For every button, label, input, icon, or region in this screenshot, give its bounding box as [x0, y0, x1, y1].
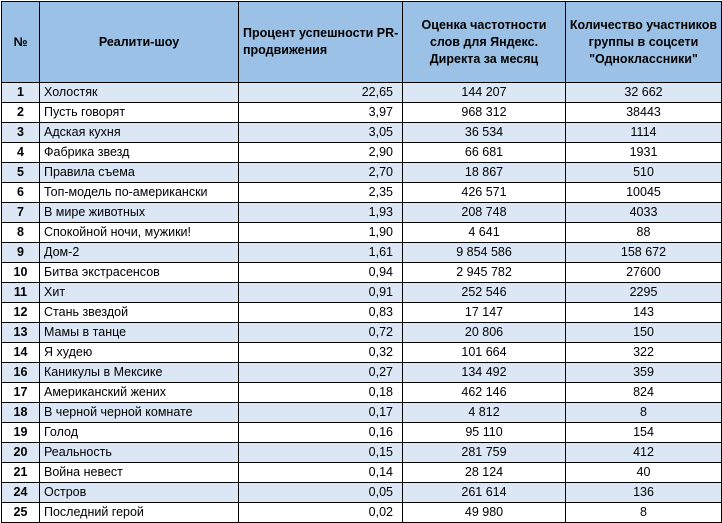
table-row	[2, 143, 722, 163]
cell-ok-members: 8	[566, 503, 722, 523]
cell-ok-members: 32 662	[566, 83, 722, 103]
cell-num: 1	[2, 83, 40, 103]
table-row	[2, 243, 722, 263]
table-row	[2, 403, 722, 423]
cell-show-name: Хит	[40, 283, 239, 303]
table-row	[2, 223, 722, 243]
cell-num: 10	[2, 263, 40, 283]
cell-yandex-frequency: 28 124	[403, 463, 566, 483]
cell-show-name: Американский жених	[40, 383, 239, 403]
cell-num: 19	[2, 423, 40, 443]
cell-pr-percent: 1,90	[239, 223, 403, 243]
cell-yandex-frequency: 208 748	[403, 203, 566, 223]
reality-show-table	[1, 1, 722, 523]
cell-pr-percent: 3,05	[239, 123, 403, 143]
cell-ok-members: 510	[566, 163, 722, 183]
table-row	[2, 83, 722, 103]
cell-ok-members: 10045	[566, 183, 722, 203]
cell-pr-percent: 0,27	[239, 363, 403, 383]
cell-pr-percent: 3,97	[239, 103, 403, 123]
cell-ok-members: 88	[566, 223, 722, 243]
cell-show-name: Адская кухня	[40, 123, 239, 143]
cell-num: 12	[2, 303, 40, 323]
cell-num: 25	[2, 503, 40, 523]
cell-pr-percent: 2,90	[239, 143, 403, 163]
table-row	[2, 303, 722, 323]
cell-num: 7	[2, 203, 40, 223]
cell-yandex-frequency: 36 534	[403, 123, 566, 143]
table-row	[2, 203, 722, 223]
cell-yandex-frequency: 968 312	[403, 103, 566, 123]
cell-show-name: Остров	[40, 483, 239, 503]
cell-show-name: Дом-2	[40, 243, 239, 263]
cell-yandex-frequency: 95 110	[403, 423, 566, 443]
cell-pr-percent: 0,15	[239, 443, 403, 463]
cell-num: 9	[2, 243, 40, 263]
table-row	[2, 183, 722, 203]
cell-pr-percent: 0,16	[239, 423, 403, 443]
cell-show-name: Война невест	[40, 463, 239, 483]
table-row	[2, 263, 722, 283]
cell-num: 24	[2, 483, 40, 503]
cell-yandex-frequency: 49 980	[403, 503, 566, 523]
cell-num: 14	[2, 343, 40, 363]
cell-yandex-frequency: 462 146	[403, 383, 566, 403]
cell-ok-members: 38443	[566, 103, 722, 123]
cell-show-name: Последний герой	[40, 503, 239, 523]
cell-show-name: Каникулы в Мексике	[40, 363, 239, 383]
cell-pr-percent: 0,83	[239, 303, 403, 323]
cell-ok-members: 154	[566, 423, 722, 443]
cell-num: 3	[2, 123, 40, 143]
cell-pr-percent: 1,93	[239, 203, 403, 223]
cell-yandex-frequency: 252 546	[403, 283, 566, 303]
cell-num: 8	[2, 223, 40, 243]
cell-ok-members: 1931	[566, 143, 722, 163]
table-row	[2, 383, 722, 403]
table-row	[2, 463, 722, 483]
header-row	[2, 2, 722, 83]
cell-num: 11	[2, 283, 40, 303]
cell-show-name: Фабрика звезд	[40, 143, 239, 163]
cell-yandex-frequency: 4 812	[403, 403, 566, 423]
header-show: Реалити-шоу	[40, 2, 239, 83]
cell-yandex-frequency: 101 664	[403, 343, 566, 363]
cell-pr-percent: 0,17	[239, 403, 403, 423]
cell-ok-members: 2295	[566, 283, 722, 303]
cell-pr-percent: 0,32	[239, 343, 403, 363]
cell-ok-members: 4033	[566, 203, 722, 223]
header-ok-members: Количество участников группы в соцсети "Одноклассники"	[566, 2, 722, 83]
cell-show-name: Я худею	[40, 343, 239, 363]
cell-yandex-frequency: 9 854 586	[403, 243, 566, 263]
cell-ok-members: 150	[566, 323, 722, 343]
cell-show-name: В черной черной комнате	[40, 403, 239, 423]
cell-pr-percent: 0,14	[239, 463, 403, 483]
table-row	[2, 103, 722, 123]
cell-yandex-frequency: 134 492	[403, 363, 566, 383]
cell-pr-percent: 22,65	[239, 83, 403, 103]
table-row	[2, 123, 722, 143]
header-pr-success: Процент успешности PR-продвижения	[239, 2, 403, 83]
cell-yandex-frequency: 17 147	[403, 303, 566, 323]
table-row	[2, 483, 722, 503]
cell-pr-percent: 0,18	[239, 383, 403, 403]
cell-show-name: Битва экстрасенсов	[40, 263, 239, 283]
cell-pr-percent: 2,35	[239, 183, 403, 203]
cell-yandex-frequency: 4 641	[403, 223, 566, 243]
cell-pr-percent: 0,91	[239, 283, 403, 303]
table-row	[2, 343, 722, 363]
cell-num: 2	[2, 103, 40, 123]
table-row	[2, 323, 722, 343]
cell-ok-members: 40	[566, 463, 722, 483]
table-row	[2, 423, 722, 443]
cell-num: 13	[2, 323, 40, 343]
cell-yandex-frequency: 281 759	[403, 443, 566, 463]
table-row	[2, 363, 722, 383]
cell-pr-percent: 0,72	[239, 323, 403, 343]
cell-yandex-frequency: 261 614	[403, 483, 566, 503]
cell-num: 16	[2, 363, 40, 383]
cell-ok-members: 359	[566, 363, 722, 383]
cell-pr-percent: 1,61	[239, 243, 403, 263]
cell-ok-members: 322	[566, 343, 722, 363]
cell-num: 5	[2, 163, 40, 183]
cell-show-name: Голод	[40, 423, 239, 443]
cell-ok-members: 27600	[566, 263, 722, 283]
cell-yandex-frequency: 426 571	[403, 183, 566, 203]
cell-show-name: Пусть говорят	[40, 103, 239, 123]
cell-show-name: Спокойной ночи, мужики!	[40, 223, 239, 243]
cell-pr-percent: 2,70	[239, 163, 403, 183]
cell-ok-members: 824	[566, 383, 722, 403]
cell-ok-members: 1114	[566, 123, 722, 143]
cell-num: 6	[2, 183, 40, 203]
cell-show-name: Правила съема	[40, 163, 239, 183]
cell-yandex-frequency: 66 681	[403, 143, 566, 163]
header-yandex-frequency: Оценка частотности слов для Яндекс. Директа за месяц	[403, 2, 566, 83]
cell-show-name: Стань звездой	[40, 303, 239, 323]
cell-yandex-frequency: 144 207	[403, 83, 566, 103]
table-row	[2, 503, 722, 523]
cell-num: 17	[2, 383, 40, 403]
cell-ok-members: 412	[566, 443, 722, 463]
cell-yandex-frequency: 20 806	[403, 323, 566, 343]
cell-ok-members: 136	[566, 483, 722, 503]
cell-pr-percent: 0,94	[239, 263, 403, 283]
cell-num: 20	[2, 443, 40, 463]
cell-num: 4	[2, 143, 40, 163]
table-row	[2, 283, 722, 303]
table-row	[2, 443, 722, 463]
cell-show-name: Топ-модель по-американски	[40, 183, 239, 203]
cell-show-name: Холостяк	[40, 83, 239, 103]
cell-ok-members: 8	[566, 403, 722, 423]
cell-pr-percent: 0,02	[239, 503, 403, 523]
table-row	[2, 163, 722, 183]
header-num: №	[2, 2, 40, 83]
cell-ok-members: 158 672	[566, 243, 722, 263]
cell-num: 21	[2, 463, 40, 483]
cell-num: 18	[2, 403, 40, 423]
cell-show-name: Мамы в танце	[40, 323, 239, 343]
cell-show-name: Реальность	[40, 443, 239, 463]
cell-show-name: В мире животных	[40, 203, 239, 223]
cell-pr-percent: 0,05	[239, 483, 403, 503]
cell-yandex-frequency: 2 945 782	[403, 263, 566, 283]
cell-yandex-frequency: 18 867	[403, 163, 566, 183]
cell-ok-members: 143	[566, 303, 722, 323]
